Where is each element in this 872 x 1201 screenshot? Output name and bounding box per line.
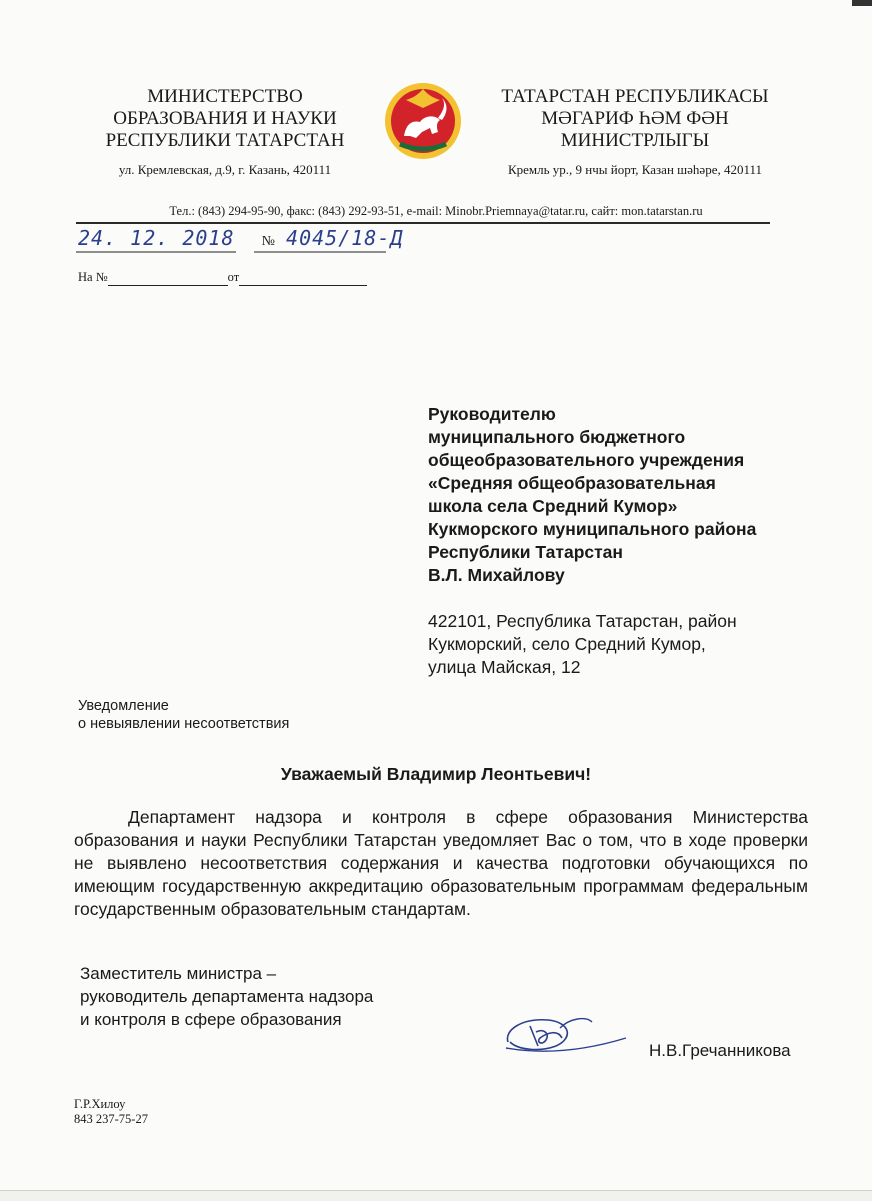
letter-body: Департамент надзора и контроля в сфере образования Министерства образования и науки Республики Татарстан уведомляет Вас о том, что в ходе проверки не выявлено несоответствия содержания и качества подготовки обучающихся по имеющим государственную аккредитацию образовательным программам федеральным государственным образовательным стандартам.: [74, 807, 808, 919]
ministry-name-line: МИНИСТРЛЫГЫ: [560, 130, 710, 151]
signatory-title-line: и контроля в сфере образования: [80, 1010, 342, 1029]
header-divider: [76, 222, 770, 224]
addressee-line: школа села Средний Кумор»: [428, 496, 678, 516]
addressee-line: Руководителю: [428, 404, 556, 424]
addressee-line: Республики Татарстан: [428, 542, 623, 562]
executor-name: Г.Р.Хилоу: [74, 1097, 126, 1111]
ministry-name-line: ТАТАРСТАН РЕСПУБЛИКАСЫ: [501, 86, 769, 107]
reply-number-label: На №: [78, 270, 108, 284]
contact-line: Тел.: (843) 294-95-90, факс: (843) 292-93-51, e-mail: Minobr.Priemnaya@tatar.ru, сайт: mon.tatarstan.ru: [169, 204, 703, 218]
signatory-name: Н.В.Гречанникова: [649, 1041, 791, 1060]
ministry-name-russian: [60, 86, 390, 152]
scan-bottom-edge: [0, 1190, 872, 1201]
addressee-line: «Средняя общеобразовательная: [428, 473, 716, 493]
signatory-title-line: руководитель департамента надзора: [80, 987, 374, 1006]
addressee-line: Кукморского муниципального района: [428, 519, 757, 539]
addressee-block: [428, 403, 756, 587]
registration-line: [78, 226, 403, 250]
number-sign: №: [261, 234, 275, 249]
postal-line: улица Майская, 12: [428, 657, 581, 677]
tatarstan-emblem-icon: [382, 80, 464, 162]
executor-info: [74, 1097, 148, 1127]
subject-line: о невыявлении несоответствия: [78, 716, 290, 732]
ministry-name-line: МИНИСТЕРСТВО: [147, 86, 303, 107]
ministry-name-line: РЕСПУБЛИКИ ТАТАРСТАН: [105, 130, 345, 151]
addressee-line: В.Л. Михайлову: [428, 565, 565, 585]
reply-number-blank: [108, 270, 228, 286]
addressee-line: общеобразовательного учреждения: [428, 450, 745, 470]
reply-date-label: от: [227, 270, 240, 284]
salutation: Уважаемый Владимир Леонтьевич!: [280, 764, 592, 784]
executor-phone: 843 237-75-27: [74, 1112, 148, 1126]
postal-line: 422101, Республика Татарстан, район: [428, 611, 737, 631]
postal-address-block: [428, 610, 737, 679]
handwritten-date: 24. 12. 2018: [78, 226, 235, 250]
addressee-line: муниципального бюджетного: [428, 427, 686, 447]
handwritten-number: 4045/18-Д: [286, 226, 404, 250]
ministry-name-tatar: [470, 86, 800, 152]
letter-subject: [78, 697, 289, 733]
reply-date-blank: [239, 270, 367, 286]
page-corner-mark: [852, 0, 872, 6]
registration-underline: [76, 250, 386, 254]
address-russian: ул. Кремлевская, д.9, г. Казань, 420111: [118, 162, 332, 177]
address-tatar: Кремль ур., 9 нчы йорт, Казан шәһәре, 420111: [507, 162, 763, 177]
signatory-title-line: Заместитель министра –: [80, 964, 277, 983]
postal-line: Кукморский, село Средний Кумор,: [428, 634, 706, 654]
subject-line: Уведомление: [78, 698, 169, 714]
handwritten-signature-icon: [500, 1008, 630, 1060]
ministry-name-line: МӘГАРИФ ҺӘМ ФӘН: [541, 108, 729, 129]
signatory-title: [80, 962, 373, 1031]
reply-reference: [78, 270, 367, 286]
ministry-name-line: ОБРАЗОВАНИЯ И НАУКИ: [113, 108, 337, 129]
